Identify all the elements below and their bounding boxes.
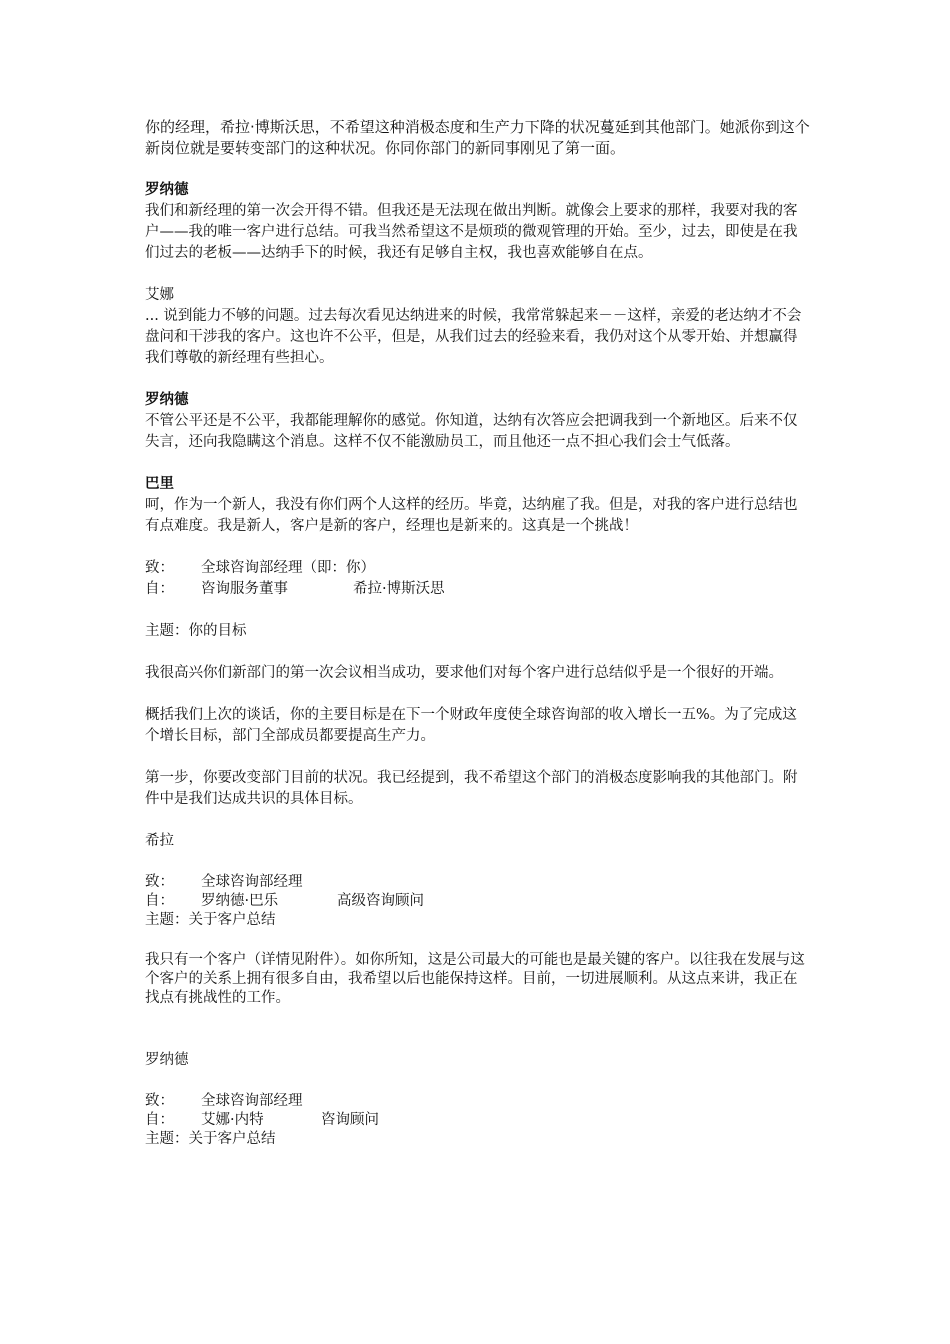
memo-from-name: 罗纳德·巴乐 (201, 893, 279, 909)
memo-subject: 主题：你的目标 (145, 623, 247, 639)
memo-from-line (145, 579, 810, 600)
memo-to-label: 致： (145, 874, 174, 890)
memo-from-label: 自： (145, 893, 174, 909)
memo-to-value: 全球咨询部经理 (201, 874, 303, 890)
speaker-text: 呵，作为一个新人，我没有你们两个人这样的经历。毕竟，达纳雇了我。但是，对我的客户进行总结也有点难度。我是新人，客户是新的客户，经理也是新来的。这真是一个挑战！ (145, 497, 798, 534)
memo-to-value: 全球咨询部经理（即：你） (201, 560, 375, 576)
memo-subject: 主题：关于客户总结 (145, 1131, 276, 1147)
speaker-text: 不管公平还是不公平，我都能理解你的感觉。你知道，达纳有次答应会把调我到一个新地区。后来不仅失言，还向我隐瞒这个消息。这样不仅不能激励员工，而且他还一点不担心我们会士气低落。 (145, 413, 798, 450)
speaker-name: 巴里 (145, 476, 174, 492)
memo-from-name: 希拉·博斯沃思 (353, 581, 445, 597)
memo-from-title: 咨询服务董事 (201, 581, 288, 597)
memo-aina-summary (145, 1092, 810, 1149)
memo-paragraph: 第一步，你要改变部门目前的状况。我已经提到，我不希望这个部门的消极态度影响我的其他部门。附件中是我们达成共识的具体目标。 (145, 770, 798, 807)
memo-paragraph: 我很高兴你们新部门的第一次会议相当成功，要求他们对每个客户进行总结似乎是一个很好的开端。 (145, 665, 783, 681)
document-page (145, 117, 810, 1149)
speaker-name: 艾娜 (145, 287, 174, 303)
dialogue-entry-barry (145, 474, 810, 537)
speaker-name: 罗纳德 (145, 392, 189, 408)
intro-paragraph: 你的经理，希拉·博斯沃思，不希望这种消极态度和生产力下降的状况蔓延到其他部门。她派你到这个新岗位就是要转变部门的这种状况。你同你部门的新同事刚见了第一面。 (145, 118, 810, 157)
memo-paragraph: 概括我们上次的谈话，你的主要目标是在下一个财政年度使全球咨询部的收入增长一五%。为了完成这个增长目标，部门全部成员都要提高生产力。 (145, 707, 797, 744)
memo-to-line (145, 558, 810, 579)
memo-paragraph: 我只有一个客户（详情见附件）。如你所知，这是公司最大的可能也是最关键的客户。以往我在发展与这个客户的关系上拥有很多自由，我希望以后也能保持这样。目前，一切进展顺利。从这点来讲，我正在找点有挑战性的工作。 (145, 952, 805, 1006)
speaker-text: 我们和新经理的第一次会开得不错。但我还是无法现在做出判断。就像会上要求的那样，我要对我的客户——我的唯一客户进行总结。可我当然希望这不是烦琐的微观管理的开始。至少，过去，即使是在我们过去的老板——达纳手下的时候，我还有足够自主权，我也喜欢能够自在点。 (145, 203, 798, 261)
memo-from-name: 艾娜·内特 (201, 1112, 264, 1128)
memo-from-line (145, 1111, 810, 1130)
speaker-text: ... 说到能力不够的问题。过去每次看见达纳进来的时候，我常常躲起来－－这样，亲爱的老达纳才不会盘问和干涉我的客户。这也许不公平，但是，从我们过去的经验来看，我仍对这个从零开始、并想赢得我们尊敬的新经理有些担心。 (145, 308, 802, 366)
speaker-name: 罗纳德 (145, 182, 189, 198)
memo-to-label: 致： (145, 1093, 174, 1109)
memo-to-line (145, 1092, 810, 1111)
memo-from-label: 自： (145, 581, 174, 597)
memo-subject: 主题：关于客户总结 (145, 912, 276, 928)
memo-from-label: 自： (145, 1112, 174, 1128)
memo-to-line (145, 873, 810, 892)
memo-to-label: 致： (145, 560, 174, 576)
memo-from-title: 高级咨询顾问 (337, 893, 424, 909)
memo-from-title: 咨询顾问 (321, 1112, 379, 1128)
memo-ronald-summary (145, 873, 810, 1071)
memo-signature: 罗纳德 (145, 1052, 189, 1068)
memo-from-line (145, 892, 810, 911)
memo-goals (145, 558, 810, 852)
memo-to-value: 全球咨询部经理 (201, 1093, 303, 1109)
memo-signature: 希拉 (145, 833, 174, 849)
dialogue-entry-aina (145, 285, 810, 369)
dialogue-entry-ronald-2 (145, 390, 810, 453)
dialogue-entry-ronald-1 (145, 180, 810, 264)
